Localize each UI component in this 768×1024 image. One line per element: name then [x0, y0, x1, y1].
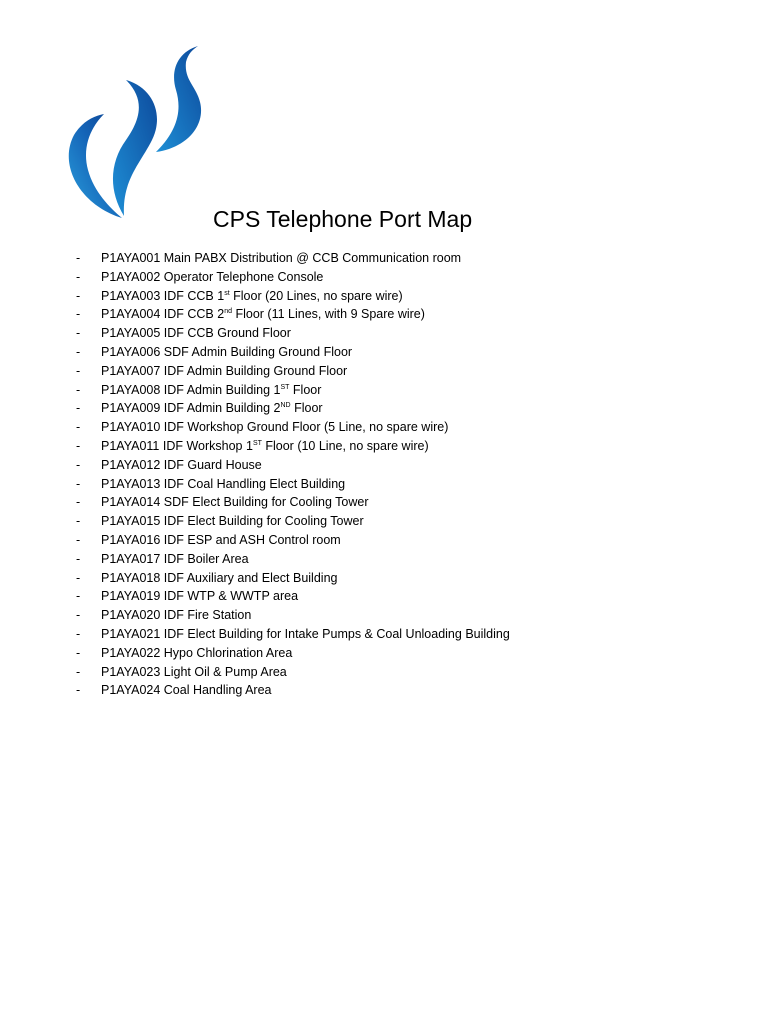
bullet-marker: -	[76, 626, 81, 641]
port-entry-main: P1AYA005 IDF CCB Ground Floor	[101, 326, 291, 341]
bullet-marker: -	[76, 645, 81, 660]
bullet-marker: -	[76, 438, 81, 453]
list-item	[76, 418, 510, 437]
port-entry-rest: Floor (20 Lines, no spare wire)	[229, 288, 403, 303]
port-entry-text	[101, 437, 429, 456]
port-entry-text	[101, 512, 364, 531]
bullet-marker: -	[76, 344, 81, 359]
bullet-marker: -	[76, 495, 81, 510]
bullet-marker: -	[76, 401, 81, 416]
port-entry-main: P1AYA019 IDF WTP & WWTP area	[101, 589, 299, 604]
bullet-marker: -	[76, 664, 81, 679]
list-item	[76, 606, 510, 625]
ordinal-suffix: nd	[224, 308, 232, 316]
list-item	[76, 437, 510, 456]
port-entry-main: P1AYA020 IDF Fire Station	[101, 608, 252, 623]
port-entry-text	[101, 268, 323, 287]
port-entry-main: P1AYA021 IDF Elect Building for Intake Pumps & Coal Unloading Building	[101, 626, 510, 641]
blue-flame-logo-icon	[60, 40, 210, 225]
list-item	[76, 381, 510, 400]
list-item	[76, 681, 510, 700]
ordinal-suffix: ST	[252, 439, 262, 447]
port-entry-text	[101, 569, 337, 588]
list-item	[76, 324, 510, 343]
bullet-marker: -	[76, 608, 81, 623]
port-entry-main: P1AYA023 Light Oil & Pump Area	[101, 664, 287, 679]
port-entry-rest: Floor (10 Line, no spare wire)	[261, 438, 429, 453]
port-entry-text	[101, 456, 262, 475]
bullet-marker: -	[76, 532, 81, 547]
list-item	[76, 268, 510, 287]
bullet-marker: -	[76, 683, 81, 698]
port-entry-main: P1AYA017 IDF Boiler Area	[101, 551, 249, 566]
port-entry-text	[101, 287, 403, 306]
port-entry-text	[101, 418, 448, 437]
bullet-marker: -	[76, 326, 81, 341]
bullet-marker: -	[76, 382, 81, 397]
list-item	[76, 305, 510, 324]
port-entry-main: P1AYA012 IDF Guard House	[101, 457, 262, 472]
port-list	[76, 249, 510, 700]
port-entry-main: P1AYA010 IDF Workshop Ground Floor (5 Line, no spare wire)	[101, 420, 449, 435]
bullet-marker: -	[76, 288, 81, 303]
ordinal-suffix: ND	[280, 402, 291, 410]
list-item	[76, 531, 510, 550]
list-item	[76, 644, 510, 663]
list-item	[76, 587, 510, 606]
port-entry-main: P1AYA014 SDF Elect Building for Cooling Tower	[101, 495, 369, 510]
port-entry-text	[101, 399, 323, 418]
port-entry-text	[101, 305, 425, 324]
list-item	[76, 456, 510, 475]
port-entry-text	[101, 475, 345, 494]
port-entry-main: P1AYA022 Hypo Chlorination Area	[101, 645, 293, 660]
port-entry-main: P1AYA004 IDF CCB 2	[101, 307, 225, 322]
list-item	[76, 512, 510, 531]
port-entry-text	[101, 324, 291, 343]
bullet-marker: -	[76, 251, 81, 265]
list-item	[76, 625, 510, 644]
port-entry-main: P1AYA016 IDF ESP and ASH Control room	[101, 532, 341, 547]
list-item	[76, 343, 510, 362]
port-entry-text	[101, 381, 321, 400]
bullet-marker: -	[76, 307, 81, 322]
list-item	[76, 475, 510, 494]
bullet-marker: -	[76, 457, 81, 472]
ordinal-suffix: ST	[280, 383, 290, 391]
bullet-marker: -	[76, 589, 81, 604]
port-entry-main: P1AYA002 Operator Telephone Console	[101, 269, 324, 284]
list-item	[76, 399, 510, 418]
port-entry-main: P1AYA003 IDF CCB 1	[101, 288, 225, 303]
port-entry-main: P1AYA001 Main PABX Distribution @ CCB Communication room	[101, 251, 462, 265]
document-title: CPS Telephone Port Map	[213, 206, 473, 232]
list-item	[76, 287, 510, 306]
port-entry-main: P1AYA009 IDF Admin Building 2	[101, 401, 281, 416]
port-entry-text	[101, 681, 271, 700]
port-entry-text	[101, 663, 287, 682]
list-item	[76, 550, 510, 569]
port-entry-main: P1AYA007 IDF Admin Building Ground Floor	[101, 363, 348, 378]
port-entry-text	[101, 343, 352, 362]
list-item	[76, 569, 510, 588]
bullet-marker: -	[76, 514, 81, 529]
bullet-marker: -	[76, 269, 81, 284]
port-entry-main: P1AYA006 SDF Admin Building Ground Floor	[101, 344, 353, 359]
port-entry-rest: Floor	[289, 382, 322, 397]
port-entry-main: P1AYA024 Coal Handling Area	[101, 683, 272, 698]
port-entry-text	[101, 550, 249, 569]
bullet-marker: -	[76, 420, 81, 435]
port-entry-text	[101, 493, 369, 512]
port-entry-text	[101, 606, 251, 625]
port-entry-text	[101, 587, 298, 606]
port-entry-main: P1AYA008 IDF Admin Building 1	[101, 382, 281, 397]
bullet-marker: -	[76, 551, 81, 566]
port-entry-main: P1AYA015 IDF Elect Building for Cooling Tower	[101, 514, 364, 529]
ordinal-suffix: st	[224, 289, 230, 297]
port-entry-text	[101, 531, 341, 550]
port-entry-rest: Floor (11 Lines, with 9 Spare wire)	[232, 307, 425, 322]
port-entry-main: P1AYA013 IDF Coal Handling Elect Building	[101, 476, 346, 491]
port-entry-text	[101, 249, 461, 268]
port-entry-rest: Floor	[290, 401, 323, 416]
port-entry-text	[101, 644, 292, 663]
port-entry-main: P1AYA018 IDF Auxiliary and Elect Building	[101, 570, 338, 585]
port-entry-main: P1AYA011 IDF Workshop 1	[101, 438, 253, 453]
bullet-marker: -	[76, 363, 81, 378]
bullet-marker: -	[76, 476, 81, 491]
list-item	[76, 249, 510, 268]
port-entry-text	[101, 362, 347, 381]
list-item	[76, 493, 510, 512]
bullet-marker: -	[76, 570, 81, 585]
list-item	[76, 362, 510, 381]
list-item	[76, 663, 510, 682]
port-entry-text	[101, 625, 510, 644]
